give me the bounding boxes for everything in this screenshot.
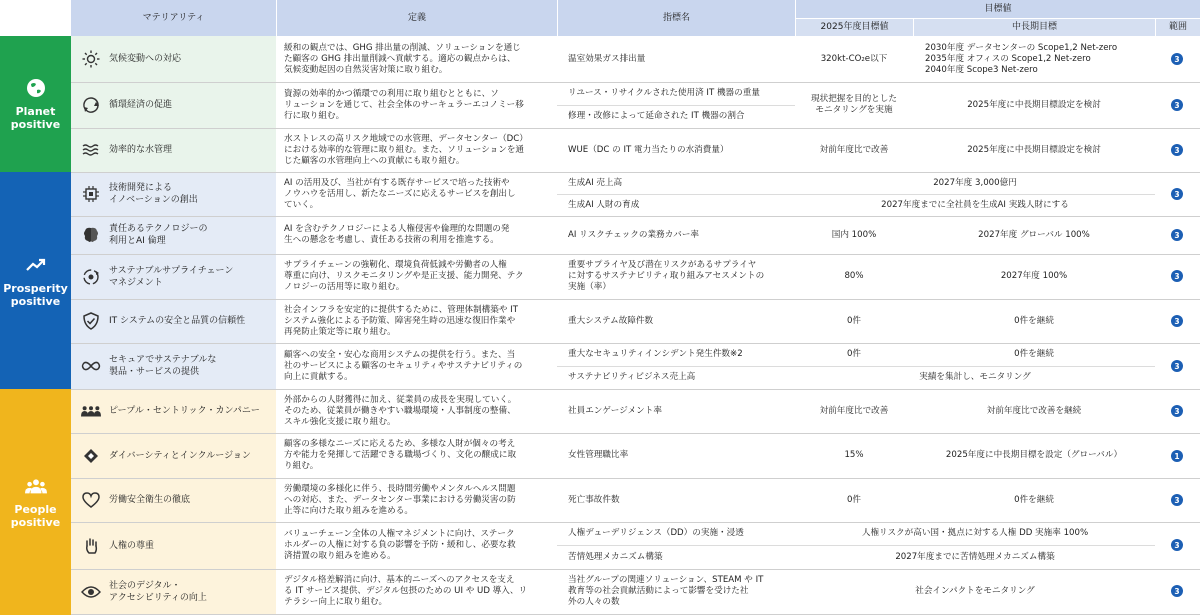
target-mid-ai: 2027年度 グローバル 100% <box>978 229 1090 240</box>
scope-badge: 3 <box>1171 53 1183 65</box>
definition-climate: 緩和の観点では、GHG 排出量の削減、ソリューションを通じ た顧客の GHG 排出量削減へ貢献する。適応の観点からは、 気候変動起因の自然災害対策に取り組む。 <box>284 42 521 75</box>
group-planet-label2: positive <box>10 118 61 131</box>
materiality-title: 責任あるテクノロジーの 利用とAI 倫理 <box>109 224 208 246</box>
definition-secure-products: 顧客への安全・安心な商用システムの提供を行う。また、当 社のサービスによる顧客のセキュリティやサステナビリティの 向上に貢献する。 <box>284 349 523 382</box>
indicator-wue: WUE（DC の IT 電力当たりの水消費量） <box>568 144 729 155</box>
globe-icon <box>25 77 47 99</box>
header-target-label: 目標値 <box>984 3 1012 14</box>
target-mid-water: 2025年度に中長期目標設定を検討 <box>967 144 1101 155</box>
scope-badge: 3 <box>1171 405 1183 417</box>
scope-badge: 3 <box>1171 270 1183 282</box>
group-people-label2: positive <box>10 516 61 529</box>
header-indicator-label: 指標名 <box>662 12 690 23</box>
materiality-title: 社会のデジタル・ アクセシビリティの向上 <box>109 580 207 603</box>
indicator-reuse: リユース・リサイクルされた使用済 IT 機器の重量 <box>568 88 760 98</box>
indicator-grievance: 苦情処理メカニズム構築 <box>568 551 663 562</box>
trend-up-icon <box>25 254 47 276</box>
materiality-it-system <box>71 299 276 343</box>
materiality-people-centric <box>71 389 276 433</box>
scope-badge: 3 <box>1171 144 1183 156</box>
definition-people-centric: 外部からの人財獲得に加え、従業員の成長を実現していく。 そのため、従業員が働きやすい職場環境・人事制度の整備、 スキル強化支援に取り組む。 <box>284 394 517 427</box>
heart-icon <box>81 490 101 510</box>
target-mid-circular: 2025年度に中長期目標設定を検討 <box>967 99 1101 110</box>
target-2025-supply: 80% <box>844 271 864 281</box>
materiality-title: 気候変動への対応 <box>109 54 182 64</box>
scope-badge: 3 <box>1171 360 1183 372</box>
materiality-title: 労働安全衛生の徹底 <box>109 495 191 505</box>
definition-supply-chain: サプライチェーンの強靭化、環境負荷低減や労働者の人権 尊重に向け、リスクモニタリングや是正支援、能力開発、テク ノロジーの活用等に取り組む。 <box>284 260 524 292</box>
materiality-human-rights <box>71 522 276 569</box>
target-2025-water: 対前年度比で改善 <box>819 144 889 155</box>
definition-diversity: 顧客の多様なニーズに応えるため、多様な人財が個々の考え 方や能力を発揮して活躍できる職場づくり、文化の醸成に取 り組む。 <box>284 439 517 471</box>
materiality-climate <box>71 36 276 82</box>
target-2025-security: 0件 <box>846 349 862 359</box>
indicator-sustainability-sales: サステナビリティビジネス売上高 <box>568 372 696 382</box>
target-mid-engagement: 対前年度比で改善を継続 <box>986 405 1082 416</box>
group-planet-label1: Planet <box>15 105 56 118</box>
materiality-title: サステナブルサプライチェーン マネジメント <box>109 265 234 288</box>
indicator-genai-talent: 生成AI 人財の育成 <box>568 199 640 210</box>
definition-it-system: 社会インフラを安定的に提供するために、管理体制構築や IT システム強化による予防策、障害発生時の迅速な復旧作業や 再発防止策定等に取り組む。 <box>284 304 518 337</box>
scope-badge: 3 <box>1171 188 1183 200</box>
scope-badge: 3 <box>1171 315 1183 327</box>
target-2025-ghg: 320kt-CO₂e以下 <box>820 53 888 64</box>
target-genai-talent: 2027年度までに全社員を生成AI 実践人財にする <box>881 199 1069 210</box>
target-2025-diversity: 15% <box>844 450 864 460</box>
header-target <box>795 0 1200 18</box>
materiality-innovation <box>71 172 276 216</box>
header-target-2025 <box>795 18 913 36</box>
header-target-mid <box>913 18 1155 36</box>
materiality-water <box>71 128 276 172</box>
indicator-engagement: 社員エンゲージメント率 <box>568 405 662 416</box>
indicator-fatalities: 死亡事故件数 <box>568 494 620 505</box>
eye-icon <box>81 582 101 602</box>
group-people-icon <box>25 475 47 497</box>
header-definition <box>276 0 557 36</box>
indicator-system-failure: 重大システム故障件数 <box>568 315 654 326</box>
target-social-impact: 社会インパクトをモニタリング <box>915 586 1035 596</box>
materiality-diversity <box>71 433 276 478</box>
handshake-icon <box>81 446 101 466</box>
group-people-label1: People <box>14 503 57 516</box>
recycle-icon <box>81 95 101 115</box>
definition-safety: 労働環境の多様化に伴う、長時間労働やメンタルヘルス問題 への対応、また、データセンター事業における労働災害の防 止等に向けた取り組みを進める。 <box>284 483 516 516</box>
header-scope-label: 範囲 <box>1168 22 1187 32</box>
target-mid-safety: 0件を継続 <box>1014 494 1054 505</box>
target-mid-security: 0件を継続 <box>1014 349 1054 359</box>
scope-badge: 3 <box>1171 585 1183 597</box>
target-mid-supply: 2027年度 100% <box>1000 271 1068 281</box>
chip-icon <box>81 184 101 204</box>
group-people-positive <box>0 389 71 615</box>
indicator-repair: 修理・改修によって延命された IT 機器の割合 <box>568 111 745 121</box>
target-2025-safety: 0件 <box>846 494 862 505</box>
group-planet-positive <box>0 36 71 172</box>
header-target-mid-label: 中長期目標 <box>1011 22 1057 32</box>
header-indicator <box>557 0 795 36</box>
definition-human-rights: バリューチェーン全体の人権マネジメントに向け、ステーク ホルダーの人権に対する負の影響を予防・緩和し、必要な救 済措置の取り組みを進める。 <box>284 529 516 561</box>
sun-icon <box>81 49 101 69</box>
definition-water: 水ストレスの高リスク地域での水管理、データセンター（DC） における効率的な管理に取り組む。また、ソリューションを通 じた顧客の水管理向上への貢献にも取り組む。 <box>284 133 528 166</box>
infinity-icon <box>81 356 101 376</box>
materiality-circular <box>71 82 276 128</box>
target-sustainability-sales: 実績を集計し、モニタリング <box>919 372 1031 382</box>
indicator-ai-risk: AI リスクチェックの業務カバー率 <box>568 229 700 240</box>
scope-badge: 3 <box>1171 99 1183 111</box>
indicator-people-impacted: 当社グループの関連ソリューション、STEAM や IT 教育等の社会貢献活動によって影響を受けた社 外の人々の数 <box>568 575 764 607</box>
indicator-hrdd: 人権デューデリジェンス（DD）の実施・浸透 <box>568 528 744 538</box>
group-prosperity-label2: positive <box>10 294 61 308</box>
people-icon <box>81 401 101 421</box>
definition-digital-accessibility: デジタル格差解消に向け、基本的ニーズへのアクセスを支え る IT サービス提供、デジタル包摂のための UI や UD 導入、リ テラシー向上に取り組む。 <box>284 575 528 607</box>
target-hrdd: 人権リスクが高い国・拠点に対する人権 DD 実施率 100% <box>861 528 1089 538</box>
cycle-icon <box>81 267 101 287</box>
water-icon <box>81 140 101 160</box>
materiality-title: セキュアでサステナブルな 製品・サービスの提供 <box>109 355 217 377</box>
materiality-title: 技術開発による イノベーションの創出 <box>109 183 198 205</box>
scope-badge: 3 <box>1171 229 1183 241</box>
materiality-safety <box>71 478 276 522</box>
materiality-ai-ethics <box>71 216 276 254</box>
materiality-title: ダイバーシティとインクルージョン <box>109 450 251 461</box>
scope-badge: 3 <box>1171 539 1183 551</box>
target-mid-diversity: 2025年度に中長期目標を設定（グローバル） <box>945 450 1123 460</box>
materiality-title: ピープル・セントリック・カンパニー <box>109 406 260 416</box>
materiality-digital-accessibility <box>71 569 276 614</box>
indicator-security-incident: 重大なセキュリティインシデント発生件数※2 <box>568 349 743 359</box>
materiality-secure-products <box>71 343 276 389</box>
indicator-female-managers: 女性管理職比率 <box>568 450 629 460</box>
target-genai-sales: 2027年度 3,000億円 <box>933 177 1017 188</box>
target-2025-circular: 現状把握を目的とした モニタリングを実施 <box>811 94 897 115</box>
header-materiality-label: マテリアリティ <box>142 12 205 23</box>
definition-innovation: AI の活用及び、当社が有する既存サービスで培った技術や ノウハウを活用し、新たなニーズに応えるサービスを創出し ていく。 <box>284 177 516 210</box>
header-target-2025-label: 2025年度目標値 <box>820 22 889 32</box>
header-materiality <box>71 0 276 36</box>
scope-badge: 3 <box>1171 494 1183 506</box>
group-prosperity-label1: Prosperity <box>3 281 68 295</box>
materiality-title: 人権の尊重 <box>109 540 155 551</box>
group-prosperity-positive <box>0 172 71 389</box>
shield-icon <box>81 311 101 331</box>
hand-icon <box>81 536 101 556</box>
definition-circular: 資源の効率的かつ循環での利用に取り組むとともに、ソ リューションを通じて、社会全体のサーキュラーエコノミー移 行に取り組む。 <box>284 88 524 121</box>
indicator-genai-sales: 生成AI 売上高 <box>568 177 623 188</box>
target-grievance: 2027年度までに苦情処理メカニズム構築 <box>895 551 1055 562</box>
materiality-title: 循環経済の促進 <box>109 100 173 110</box>
target-2025-ai: 国内 100% <box>831 229 877 240</box>
target-mid-ghg: 2030年度 データセンターの Scope1,2 Net-zero 2035年度 オフィスの Scope1,2 Net-zero 2040年度 Scope3 Net-zero <box>925 42 1118 75</box>
scope-badge: 1 <box>1171 450 1183 462</box>
indicator-ghg: 温室効果ガス排出量 <box>568 53 646 64</box>
materiality-supply-chain <box>71 254 276 299</box>
materiality-title: 効率的な水管理 <box>109 145 173 155</box>
target-mid-it: 0件を継続 <box>1014 315 1054 326</box>
definition-ai-ethics: AI を含むテクノロジーによる人権侵害や倫理的な問題の発 生への懸念を考慮し、責任ある技術の利用を推進する。 <box>284 224 510 245</box>
indicator-supplier-assessment: 重要サプライヤ及び潜在リスクがあるサプライヤ に対するサステナビリティ取り組みアセスメントの 実施（率） <box>568 260 765 292</box>
materiality-title: IT システムの安全と品質の信頼性 <box>109 316 246 326</box>
header-scope <box>1155 18 1200 36</box>
brain-icon <box>81 225 101 245</box>
target-2025-it: 0件 <box>846 315 862 326</box>
header-definition-label: 定義 <box>407 12 426 23</box>
target-2025-engagement: 対前年度比で改善 <box>819 405 889 416</box>
